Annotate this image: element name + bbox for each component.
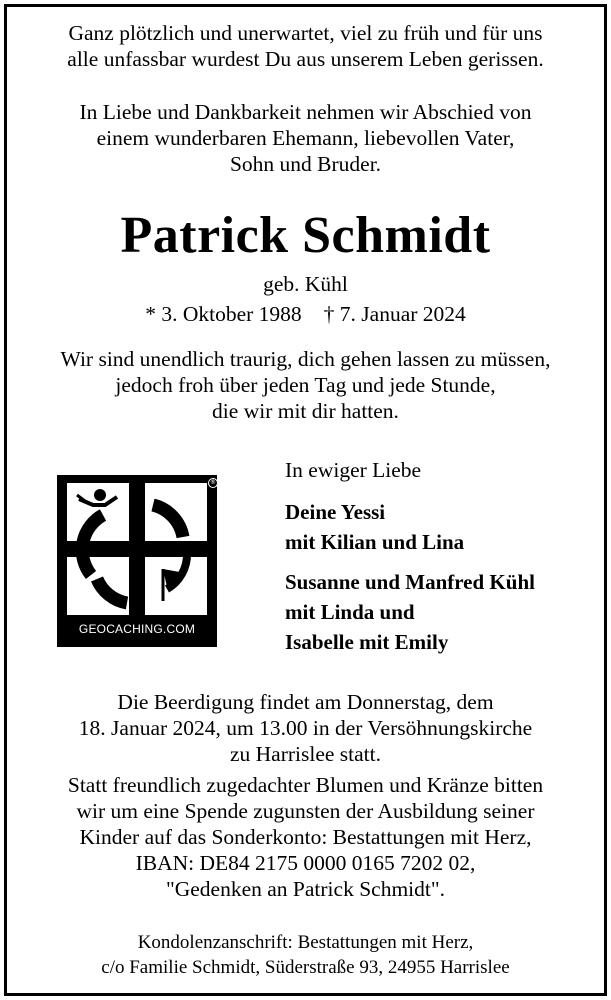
funeral-line: zu Harrislee statt.	[229, 742, 382, 766]
mourner-line: mit Linda und	[285, 600, 415, 624]
death-date: † 7. Januar 2024	[323, 302, 466, 326]
farewell-line: In Liebe und Dankbarkeit nehmen wir Abschied von	[79, 100, 532, 124]
birth-name: geb. Kühl	[263, 272, 348, 296]
life-dates	[7, 301, 604, 327]
funeral-line: 18. Januar 2024, um 13.00 in der Versöhnungskirche	[78, 716, 533, 740]
birth-date: * 3. Oktober 1988	[145, 302, 302, 326]
donation-line: wir um eine Spende zugunsten der Ausbildung seiner	[76, 799, 535, 823]
mourner-line: mit Kilian und Lina	[285, 530, 465, 554]
condolence-line: c/o Familie Schmidt, Süderstraße 93, 24955 Harrislee	[101, 957, 510, 978]
farewell-line: Sohn und Bruder.	[229, 152, 382, 176]
farewell-line: einem wunderbaren Ehemann, liebevollen Vater,	[96, 126, 515, 150]
donation-text	[7, 772, 604, 902]
mourner-line: Isabelle mit Emily	[285, 630, 449, 654]
mourners-intro: In ewiger Liebe	[285, 458, 422, 482]
deceased-name: Patrick Schmidt	[120, 207, 491, 264]
sorrow-text	[7, 346, 604, 424]
farewell-text	[7, 99, 604, 177]
intro-text	[7, 20, 604, 72]
intro-line: Ganz plötzlich und unerwartet, viel zu früh und für uns	[68, 21, 543, 45]
donation-line: IBAN: DE84 2175 0000 0165 7202 02,	[135, 851, 476, 875]
condolence-line: Kondolenzanschrift: Bestattungen mit Herz,	[137, 932, 474, 953]
obituary-notice	[4, 4, 607, 996]
mourner-line: Deine Yessi	[285, 500, 386, 524]
mourners-group	[285, 497, 600, 557]
condolence-address	[7, 930, 604, 980]
mourner-line: Susanne und Manfred Kühl	[285, 570, 535, 594]
funeral-text	[7, 689, 604, 767]
donation-line: Statt freundlich zugedachter Blumen und Kränze bitten	[67, 773, 544, 797]
intro-line: alle unfassbar wurdest Du aus unserem Leben gerissen.	[67, 47, 544, 71]
mourners-block	[285, 457, 600, 657]
sorrow-line: Wir sind unendlich traurig, dich gehen lassen zu müssen,	[60, 347, 551, 371]
geocaching-logo-icon	[57, 475, 217, 620]
logo-text: GEOCACHING.COM	[78, 622, 196, 636]
sorrow-line: die wir mit dir hatten.	[212, 399, 399, 423]
geocaching-logo	[57, 475, 217, 647]
donation-line: "Gedenken an Patrick Schmidt".	[165, 877, 446, 901]
funeral-line: Die Beerdigung findet am Donnerstag, dem	[117, 690, 494, 714]
sorrow-line: jedoch froh über jeden Tag und jede Stunde,	[115, 373, 496, 397]
mourners-group	[285, 567, 600, 657]
registered-mark: ®	[210, 479, 216, 486]
donation-line: Kinder auf das Sonderkonto: Bestattungen mit Herz,	[79, 825, 532, 849]
